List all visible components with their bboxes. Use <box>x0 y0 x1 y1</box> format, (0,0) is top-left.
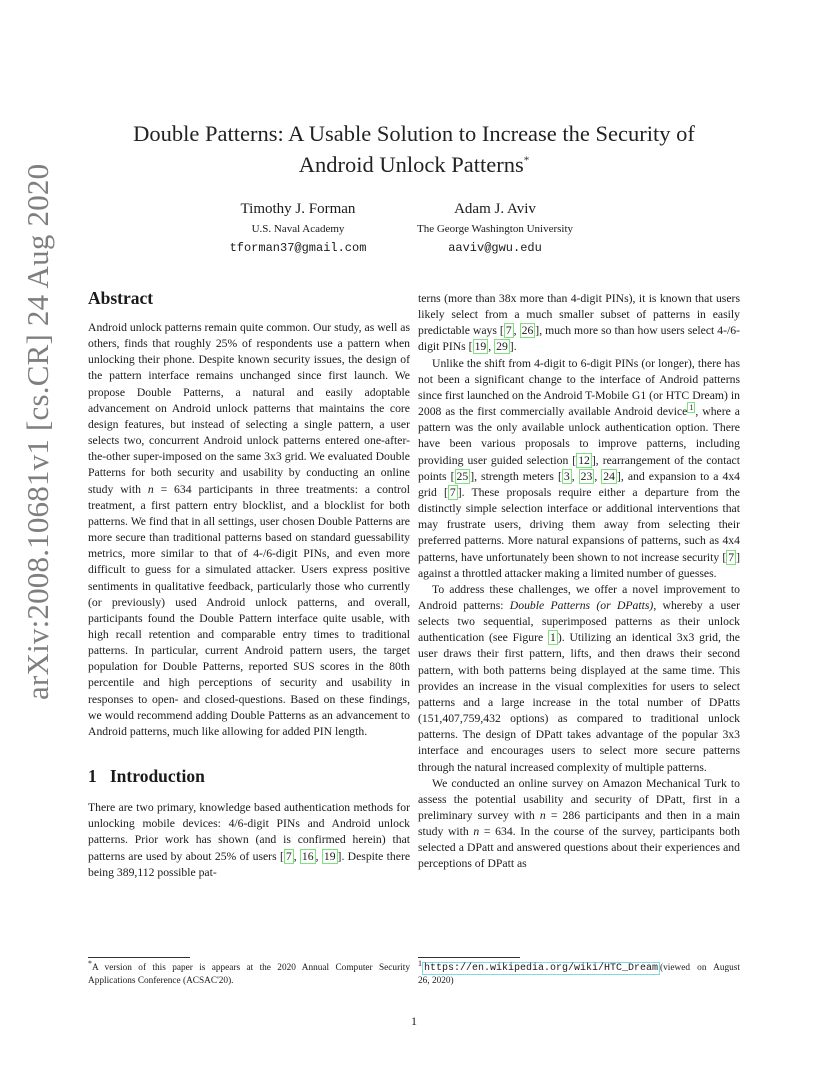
intro-paragraph-4: We conducted an online survey on Amazon Mechanical Turk to assess the potential usability and security of DPatt, first in a preliminary survey with n = 286 participants and then in a main study with n = 634. In the course of the survey, participants both selected a DPatt and answered questions about their experiences and perceptions of DPatt as <box>418 776 740 871</box>
figure-link[interactable]: 1 <box>550 631 556 645</box>
arxiv-identifier: arXiv:2008.10681v1 [cs.CR] 24 Aug 2020 <box>20 163 55 700</box>
citation-link[interactable]: 3 <box>563 469 570 483</box>
citation-link[interactable]: 24 <box>603 469 615 483</box>
footnote-right: 1 https://en.wikipedia.org/wiki/HTC_Dream (viewed on August 26, 2020) <box>418 958 740 986</box>
title-line-2: Android Unlock Patterns <box>298 152 524 177</box>
intro-paragraph-3: To address these challenges, we offer a novel improvement to Android patterns: Double Patterns (or DPatts), whereby a user selects two sequential, superimposed patterns as their unlock authentication (see Figure 1 ). Utilizing an identical 3x3 grid, the user draws their first pattern, lifts, and then draws their second pattern, with both patterns being displayed at the same time. This provides an increase in the visual complexities for users to select patterns and a large increase in the total number of DPatts (151,407,759,432 options) as compared to traditional unlock patterns. The design of DPatt takes advantage of the popular 3x3 interface and encourages users to select more secure patterns through the natural increased complexity of multiple patterns. <box>418 582 740 774</box>
citation-link[interactable]: 7 <box>285 849 292 863</box>
section-title: Introduction <box>109 766 205 787</box>
citation-link[interactable]: 29 <box>496 340 508 354</box>
author-email[interactable]: tforman37@gmail.com <box>229 241 367 255</box>
citation-link[interactable]: 7 <box>728 550 735 564</box>
citation-link[interactable]: 23 <box>580 469 593 483</box>
intro-paragraph-1-cont: terns (more than 38x more than 4-digit PINs), it is known that users likely select from a much smaller subset of patterns in easily predictable ways [ 7 , 26 ], much more so than how users select 4-/6-digit PINs [ 19 , 29 ]. <box>418 292 741 354</box>
citation-link[interactable]: 26 <box>521 324 534 338</box>
abstract-text: Android unlock patterns remain quite common. Our study, as well as others, finds that roughly 25% of respondents use a pattern when unlocking their phone. Despite known security issues, the design of the pattern interface remains unchanged since first launch. We propose Double Patterns, a natural and easily adoptable advancement on Android unlock patterns that maintains the core design features, but instead of selecting a single pattern, a user selects two, concurrent Android unlock patterns entered one-after-the-other super-imposed on the same 3x3 grid. We evaluated Double Patterns for both security and usability by conducting an online study with n = 634 participants in three treatments: a control treatment, a first pattern entry blocklist, and a blocklist for both patterns. We find that in all settings, user chosen Double Patterns are more secure than traditional patterns based on standard guessability metrics, more similar to that of 4-/6-digit PINs, and even more difficult to guess for a simulated attacker. Users express positive sentiments in qualitative feedback, particularly those who currently (or previously) used Android unlock patterns, and overall, participants found the Double Pattern interface quite usable, with high recall retention and comparable entry times to traditional patterns. In particular, current Android pattern users, the target population for Double Patterns, reported SUS scores in the 80th percentile and high perceptions of security and usability in responses to open- and closed-questions. Based on these findings, we would recommend adding Double Patterns as an advancement to Android patterns, much like allowing for added PIN length. <box>88 321 410 738</box>
title-line-1: Double Patterns: A Usable Solution to Increase the Security of <box>133 121 695 146</box>
citation-link[interactable]: 7 <box>449 485 456 499</box>
paper-title <box>88 118 740 180</box>
introduction-heading <box>88 764 410 788</box>
author-name: Adam J. Aviv <box>454 201 536 217</box>
author-block-2 <box>365 198 625 258</box>
author-affiliation: U.S. Naval Academy <box>251 223 345 235</box>
right-column <box>418 291 740 873</box>
citation-link[interactable]: 12 <box>578 453 590 467</box>
footnote-link[interactable]: 1 <box>689 403 694 413</box>
citation-link[interactable]: 19 <box>323 849 336 863</box>
page-number: 1 <box>411 1014 417 1028</box>
citation-link[interactable]: 25 <box>456 469 469 483</box>
footnote-left: *A version of this paper is appears at the 2020 Annual Computer Security Applications Conference (ACSAC'20). <box>88 958 410 986</box>
author-name: Timothy J. Forman <box>240 201 356 217</box>
footnote-rule-right <box>418 957 520 958</box>
author-email[interactable]: aaviv@gwu.edu <box>448 241 542 255</box>
author-affiliation: The George Washington University <box>416 223 574 235</box>
title-footnote-mark: * <box>523 154 530 167</box>
section-number: 1 <box>88 766 97 787</box>
citation-link[interactable]: 19 <box>474 340 487 354</box>
citation-link[interactable]: 16 <box>301 849 314 863</box>
footnote-url-link[interactable]: https://en.wikipedia.org/wiki/HTC_Dream <box>424 963 659 974</box>
intro-paragraph-2: Unlike the shift from 4-digit to 6-digit PINs (or longer), there has not been a significant change to the interface of Android patterns since first launched on the Android T-Mobile G1 (or HTC Dream) in 2008 as the first commercially available Android device $^1$ , where a pattern was the only available unlock authentication option. There have been various proposals to improve patterns, including providing user guided selection [ 12 ], rearrangement of the contact points [ 25 ], strength meters [ 3 , 23 , 24 ], and expansion to a 4x4 grid [ 7 ]. These proposals require either a departure from the distinctly simple selection interface or additional interventions that may frustrate users, driving them away from selecting their preferred patterns. More natural expansions of patterns, such as 4x4 patterns, have unfortunately been shown to not increase security [ 7 ] against a throttled attacker making a limited number of guesses. <box>418 356 741 580</box>
left-column <box>88 286 410 881</box>
footnote-rule-left <box>88 957 190 958</box>
intro-paragraph-1: There are two primary, knowledge based authentication methods for unlocking mobile devices: 4/6-digit PINs and Android unlock patterns. Prior work has shown (and is confirmed herein) that patterns are used by about 25% of users [ 7 , 16 , 19 ]. Despite there being 389,112 possible pat- <box>88 801 411 879</box>
abstract-heading: Abstract <box>88 288 154 308</box>
citation-link[interactable]: 7 <box>505 324 512 338</box>
